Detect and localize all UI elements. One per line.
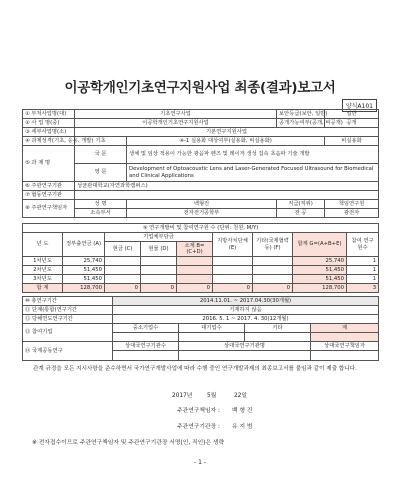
col-gov: 정부출연금 (A) [63, 233, 105, 257]
pi-signer-name: 백 형 진 [232, 408, 253, 414]
cash-cell [105, 266, 141, 275]
detail-value: 기본연구지원사업 [75, 128, 379, 137]
budget-caption: ⑨ 연구개발비 및 참여연구원 수 (단위: 천원, M/Y) [23, 224, 379, 233]
intl-row-1 [23, 342, 379, 351]
budget-row-3 [23, 275, 379, 284]
large-count-header: 대기업수 [179, 324, 245, 333]
project-value: 이공학개인기초연구지원사업 [75, 119, 277, 128]
year-cell: 합 계 [23, 284, 63, 293]
total-cell: 51,450 [293, 266, 347, 275]
date-year: 2017년 [172, 393, 193, 399]
security-label: 보안등급(보안, 일반) [277, 110, 325, 119]
intl-person-header: 상대국연구책임자 [311, 342, 379, 351]
task-title-en-row [23, 164, 379, 182]
prev-row [23, 306, 379, 315]
pi-position-tag: 직급(직위) [277, 200, 325, 209]
task-title-kr-tag: 국 문 [75, 146, 127, 164]
pi-dept-tag: 소속부서 [75, 209, 127, 218]
total-cell: 51,450 [293, 275, 347, 284]
info-table [22, 109, 379, 218]
stage-row [23, 137, 379, 146]
participation-row-1 [23, 324, 379, 333]
practical-value: 비실용화 [325, 137, 379, 146]
org-value: 성균관대학교(자연과학캠퍼스) [75, 182, 379, 191]
total-cell: 25,740 [293, 257, 347, 266]
other-count-header: 기타 [245, 324, 311, 333]
pi-label: ⑧ 주관연구책임자 [23, 200, 75, 218]
security-value: 일반 [325, 110, 379, 119]
date-day: 22일 [234, 393, 247, 399]
date-month: 5월 [207, 393, 217, 399]
detail-row [23, 128, 379, 137]
ministry-row [23, 110, 379, 119]
other-cell [253, 266, 293, 275]
inkind-cell: 0 [141, 284, 177, 293]
staff-cell: 1 [347, 257, 379, 266]
project-row [23, 119, 379, 128]
practical-label: ④-1 실용화 대상여부(실용화, 비실용화) [127, 137, 325, 146]
col-private: 기업체부담금 [105, 233, 213, 242]
gov-cell: 51,450 [63, 275, 105, 284]
pi-position: 책임연구원 [325, 200, 379, 209]
sub-cell: 0 [177, 284, 213, 293]
pi-row-2 [23, 209, 379, 218]
stage-value: 기초 [75, 137, 127, 146]
pi-major-tag: 전 공 [277, 209, 325, 218]
inkind-cell [141, 275, 177, 284]
gov-cell: 25,740 [63, 257, 105, 266]
period-row [23, 297, 379, 306]
other-cell: 0 [253, 284, 293, 293]
budget-row-1 [23, 257, 379, 266]
cash-cell [105, 257, 141, 266]
coop-label: ⑦ 협동연구기관 [23, 191, 75, 200]
col-subtotal: 소계 B=(C+D) [177, 242, 213, 257]
task-title-en-tag: 영 문 [75, 164, 127, 182]
cash-cell: 0 [105, 284, 141, 293]
public-value: 공개 [325, 119, 379, 128]
staff-cell: 1 [347, 266, 379, 275]
intl-inst-header: 상대국연구기관명 [179, 342, 311, 351]
coop-value [75, 191, 379, 200]
staff-cell: 1 [347, 275, 379, 284]
other-cell [253, 257, 293, 266]
participation-label: ⑬ 참여기업 [23, 324, 113, 342]
budget-caption-row [23, 224, 379, 233]
intl-org-count-header: 상대국연구기관수 [113, 342, 179, 351]
org-label: ⑥ 주관연구기관 [23, 182, 75, 191]
prev-label: ⑪ 단계(통합)연구기간 [23, 306, 113, 315]
total-count-header: 계 [311, 324, 379, 333]
year-cell: 1차년도 [23, 257, 63, 266]
col-total: 합계 G=(A+B+E) [293, 233, 347, 257]
year-cell: 2차년도 [23, 266, 63, 275]
current-value: 2016. 5. 1 ~ 2017. 4. 30(12개월) [113, 315, 379, 324]
ministry-value: 기초연구사업 [75, 110, 277, 119]
col-local: 지방자치단체 (E) [213, 233, 253, 257]
period-table [22, 296, 379, 361]
col-cash: 현금 (C) [105, 242, 141, 257]
project-label: ② 사 업 명(중) [23, 119, 75, 128]
period-label: ⑩ 총연구기간 [23, 297, 113, 306]
stage-label: ④ 과제성격(기초, 응용, 개발) [23, 137, 75, 146]
local-cell [213, 257, 253, 266]
head-signer-name: 유 지 범 [232, 424, 253, 430]
pi-major: 광전자 [325, 209, 379, 218]
org-row [23, 182, 379, 191]
pi-name: 백형진 [127, 200, 277, 209]
other-cell [253, 275, 293, 284]
footnote: ※ 전자접수이므로 주관연구책임자 및 주관연구기관장 서명(인, 직인)은 생략 [32, 440, 225, 446]
sub-cell [177, 266, 213, 275]
budget-row-2 [23, 266, 379, 275]
report-title: 이공학개인기초연구지원사업 최종(결과)보고서 [64, 80, 336, 96]
current-label: ⑫ 당해연도연구기간 [23, 315, 113, 324]
page-number: - 1 - [194, 459, 206, 466]
budget-table [22, 223, 379, 293]
budget-header-row-1 [23, 233, 379, 242]
task-title-kr-row [23, 146, 379, 164]
task-title-kr: 생체 및 임상 적용이 가능한 광음파 렌즈 및 레이저 생성 집속 초음파 기술 개발 [127, 146, 379, 164]
year-cell: 3차년도 [23, 275, 63, 284]
period-value: 2014.11.01. ~ 2017.04.30(30개월) [113, 297, 379, 306]
local-cell [213, 266, 253, 275]
budget-total-row [23, 284, 379, 293]
total-cell: 128,700 [293, 284, 347, 293]
gov-cell: 51,450 [63, 266, 105, 275]
prev-value: 기재하지 않음 [113, 306, 379, 315]
intl-label: ⑭ 국제공동연구 [23, 342, 113, 361]
gov-cell: 128,700 [63, 284, 105, 293]
sub-cell [177, 275, 213, 284]
task-title-label: ⑤ 과 제 명 [23, 146, 75, 182]
sub-cell [177, 257, 213, 266]
col-inkind: 현물 (D) [141, 242, 177, 257]
pi-row-1 [23, 200, 379, 209]
local-cell: 0 [213, 284, 253, 293]
local-cell [213, 275, 253, 284]
head-signer-role: 주관연구기관장 : [177, 424, 220, 430]
public-label: 공개가능여부(공개, 비공개) [277, 119, 325, 128]
detail-label: ③ 세부사업명(소) [23, 128, 75, 137]
submission-notice: 관계 규정을 모든 지시사항을 준수하면서 국가연구개발사업에 따라 수행 중인 연구개발과제의 최종보고서를 붙임과 같이 제출 합니다. [33, 366, 357, 372]
form-code: 양식A101 [342, 99, 377, 112]
inkind-cell [141, 257, 177, 266]
col-other: 기타(국제협력등) (F) [253, 233, 293, 257]
ministry-label: ① 부처사업명(대) [23, 110, 75, 119]
pi-signer-role: 주관연구책임자 : [177, 408, 220, 414]
pi-name-tag: 성 명 [75, 200, 127, 209]
col-staff: 참여 연구원수 [347, 233, 379, 257]
pi-dept: 전자전기공학부 [127, 209, 277, 218]
task-title-en: Development of Optoacoustic Lens and Laser-Generated Focused Ultrasound for Biomedical and Clinical Applications [127, 164, 379, 182]
sme-count-header: 중소기업수 [113, 324, 179, 333]
cash-cell [105, 275, 141, 284]
current-row [23, 315, 379, 324]
col-year: 년 도 [23, 233, 63, 257]
staff-cell: 3 [347, 284, 379, 293]
inkind-cell [141, 266, 177, 275]
coop-row [23, 191, 379, 200]
